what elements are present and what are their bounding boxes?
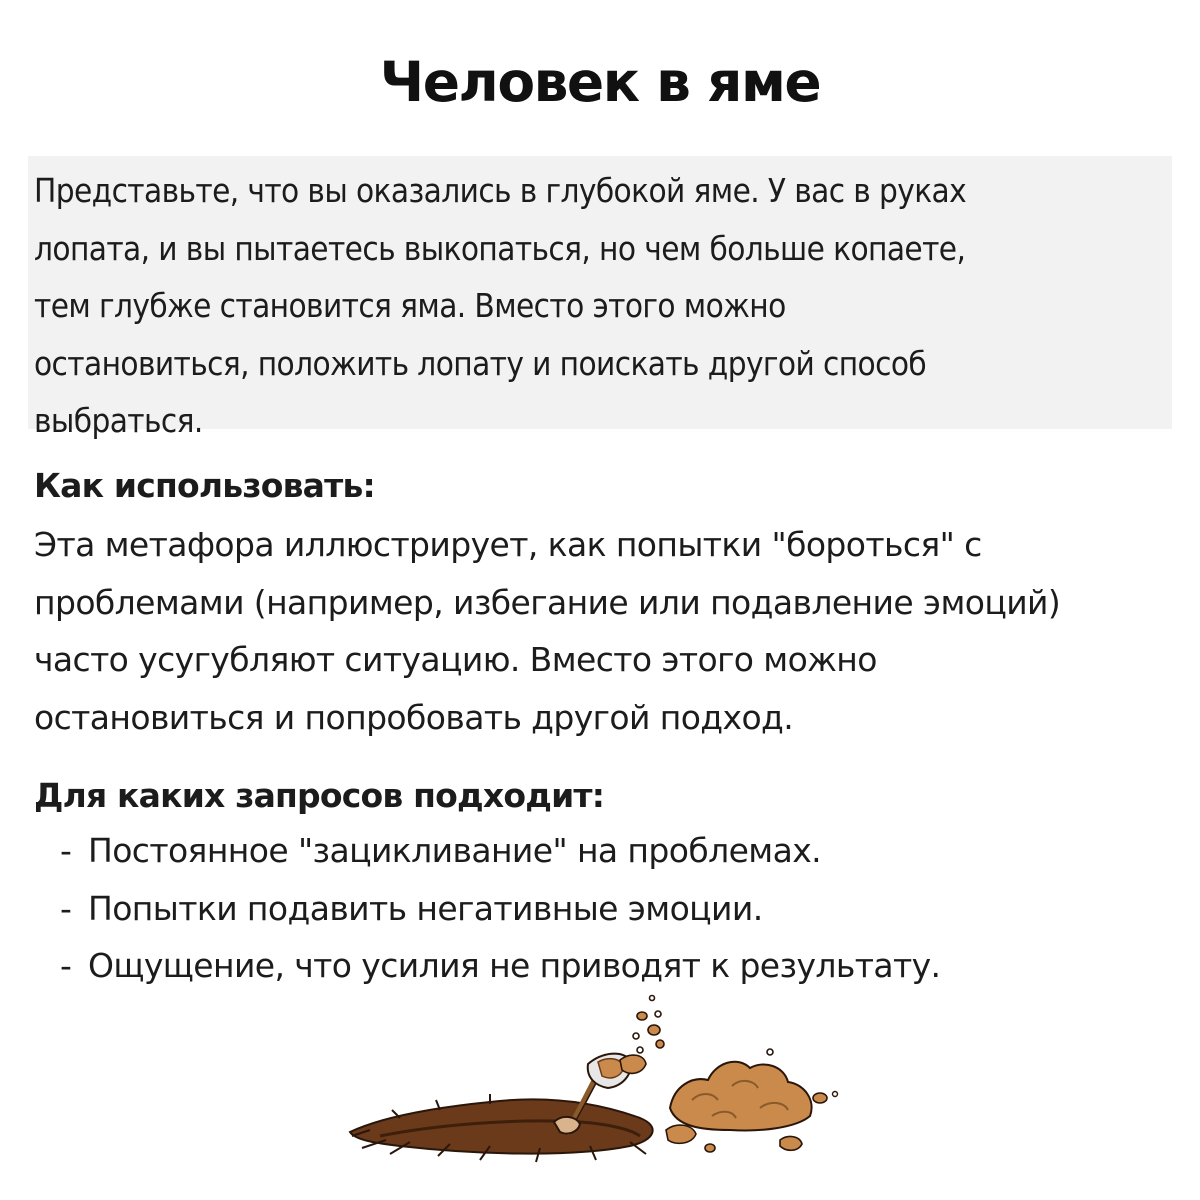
list-bullet: -	[60, 946, 72, 985]
intro-line: лопата, и вы пытаетесь выкопаться, но чем больше копаете,	[34, 228, 966, 268]
dirt-clods-icon	[620, 996, 773, 1074]
how-to-use-line: Эта метафора иллюстрирует, как попытки "бороться" с	[34, 525, 982, 564]
list-item-text: Постоянное "зацикливание" на проблемах.	[88, 831, 822, 870]
intro-line: тем глубже становится яма. Вместо этого можно	[34, 286, 786, 325]
intro-block	[28, 156, 1172, 440]
how-to-use-heading: Как использовать:	[34, 466, 375, 505]
list-item-text: Ощущение, что усилия не приводят к результату.	[88, 946, 941, 985]
page-title: Человек в яме	[379, 50, 821, 114]
hole-icon	[350, 1094, 653, 1162]
how-to-use-line: остановиться и попробовать другой подход.	[34, 697, 794, 737]
list-bullet: -	[60, 831, 72, 870]
requests-list	[60, 822, 940, 995]
intro-line: остановиться, положить лопату и поискать другой способ	[34, 343, 927, 383]
how-to-use-text	[34, 516, 1174, 746]
how-to-use-line: часто усугубляют ситуацию. Вместо этого можно	[34, 640, 877, 679]
list-item	[60, 937, 940, 995]
dirt-pile-icon	[666, 1062, 838, 1152]
list-bullet: -	[60, 888, 72, 928]
digging-hole-illustration	[340, 990, 860, 1180]
list-item	[60, 822, 940, 880]
list-item	[60, 880, 940, 938]
intro-line: выбраться.	[34, 401, 203, 440]
requests-heading: Для каких запросов подходит:	[34, 776, 605, 815]
intro-line: Представьте, что вы оказались в глубокой яме. У вас в руках	[34, 171, 967, 210]
list-item-text: Попытки подавить негативные эмоции.	[88, 888, 763, 928]
how-to-use-line: проблемами (например, избегание или подавление эмоций)	[34, 582, 1061, 622]
